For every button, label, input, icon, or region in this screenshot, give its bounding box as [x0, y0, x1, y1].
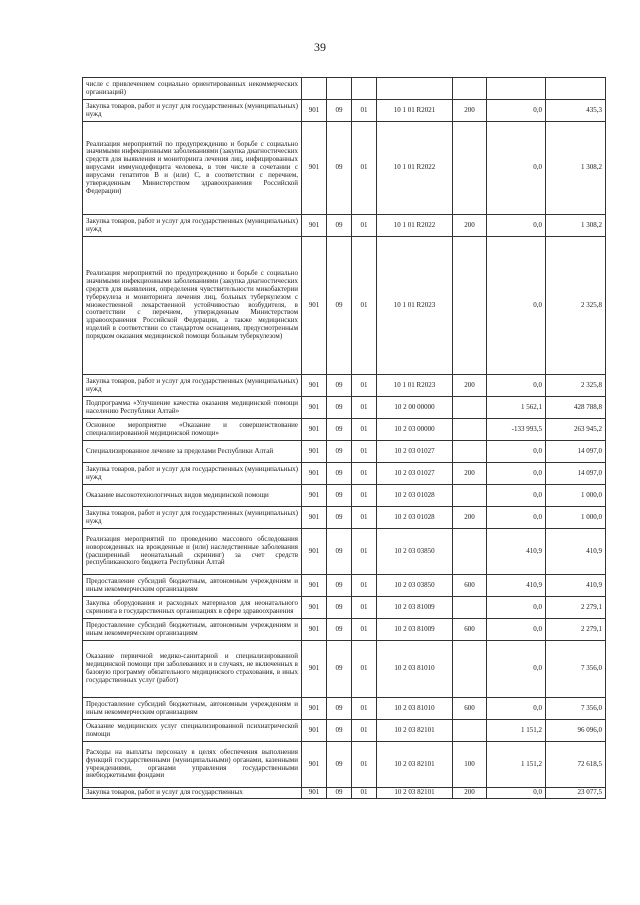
change-amount-cell: -133 993,5	[487, 419, 546, 441]
total-amount-cell: 2 325,8	[546, 375, 606, 397]
change-amount-cell: 1 562,1	[487, 397, 546, 419]
change-amount-cell: 0,0	[487, 597, 546, 619]
table-row	[83, 375, 606, 397]
section-cell: 09	[327, 215, 352, 237]
expense-type-cell: 200	[453, 100, 487, 122]
section-cell: 09	[327, 698, 352, 720]
table-row	[83, 122, 606, 215]
change-amount-cell: 1 151,2	[487, 742, 546, 788]
description-cell: Оказание медицинских услуг специализированной психиатрической помощи	[83, 720, 302, 742]
total-amount-cell: 435,3	[546, 100, 606, 122]
table-row	[83, 575, 606, 597]
target-article-cell: 10 1 01 R2023	[377, 375, 453, 397]
change-amount-cell: 410,9	[487, 575, 546, 597]
table-row	[83, 237, 606, 375]
target-article-cell: 10 1 01 R2022	[377, 122, 453, 215]
total-amount-cell: 14 097,0	[546, 441, 606, 463]
section-cell: 09	[327, 529, 352, 575]
target-article-cell: 10 2 03 81010	[377, 698, 453, 720]
subsection-cell: 01	[352, 529, 377, 575]
change-amount-cell: 0,0	[487, 237, 546, 375]
section-cell: 09	[327, 507, 352, 529]
change-amount-cell	[487, 78, 546, 100]
description-cell: Реализация мероприятий по предупреждению и борьбе с социально значимыми инфекционными заболеваниями (закупка диагностических средств для выявления и мониторинга лечения лиц, инфицированных вирусами иммунодефицита человека, в том числе в сочетании с вирусами гепатитов B и (или) C, в соответствии с перечнем, утвержденным Министерством здравоохранения Российской Федерации)	[83, 122, 302, 215]
total-amount-cell: 410,9	[546, 575, 606, 597]
subsection-cell: 01	[352, 485, 377, 507]
change-amount-cell: 0,0	[487, 100, 546, 122]
change-amount-cell: 0,0	[487, 485, 546, 507]
expense-type-cell: 600	[453, 698, 487, 720]
total-amount-cell: 96 096,0	[546, 720, 606, 742]
target-article-cell: 10 1 01 R2022	[377, 215, 453, 237]
subsection-cell: 01	[352, 237, 377, 375]
change-amount-cell: 0,0	[487, 788, 546, 799]
expense-type-cell: 600	[453, 575, 487, 597]
change-amount-cell: 0,0	[487, 641, 546, 698]
section-cell	[327, 78, 352, 100]
subsection-cell: 01	[352, 100, 377, 122]
subsection-cell: 01	[352, 507, 377, 529]
target-article-cell: 10 2 03 82101	[377, 742, 453, 788]
grbs-cell: 901	[302, 575, 327, 597]
target-article-cell: 10 2 03 82101	[377, 720, 453, 742]
subsection-cell: 01	[352, 419, 377, 441]
table-row	[83, 529, 606, 575]
description-cell: числе с привлечением социально ориентированных некоммерческих организаций)	[83, 78, 302, 100]
change-amount-cell: 0,0	[487, 122, 546, 215]
section-cell: 09	[327, 485, 352, 507]
expense-type-cell: 200	[453, 463, 487, 485]
table-row	[83, 485, 606, 507]
section-cell: 09	[327, 619, 352, 641]
section-cell: 09	[327, 419, 352, 441]
section-cell: 09	[327, 122, 352, 215]
target-article-cell: 10 1 01 R2023	[377, 237, 453, 375]
description-cell: Специализированное лечение за пределами Республики Алтай	[83, 441, 302, 463]
target-article-cell: 10 2 03 01027	[377, 463, 453, 485]
target-article-cell: 10 2 03 01028	[377, 485, 453, 507]
table-row	[83, 619, 606, 641]
target-article-cell: 10 2 03 81009	[377, 619, 453, 641]
subsection-cell: 01	[352, 597, 377, 619]
total-amount-cell: 410,9	[546, 529, 606, 575]
budget-table	[82, 77, 606, 799]
grbs-cell: 901	[302, 529, 327, 575]
section-cell: 09	[327, 720, 352, 742]
description-cell: Реализация мероприятий по предупреждению и борьбе с социально значимыми инфекционными заболеваниями (закупка диагностических средств для выявления, определения чувствительности микобактерии туберкулеза и мониторинга лечения лиц, больных туберкулезом с множественной лекарственной устойчивостью возбудителя, в соответствии с перечнем, утвержденным Министерством здравоохранения Российской Федерации, а также медицинских изделий в соответствии со стандартом оснащения, предусмотренным порядком оказания медицинской помощи больным туберкулезом)	[83, 237, 302, 375]
change-amount-cell: 0,0	[487, 463, 546, 485]
target-article-cell: 10 2 03 00000	[377, 419, 453, 441]
target-article-cell: 10 2 03 81010	[377, 641, 453, 698]
grbs-cell: 901	[302, 507, 327, 529]
total-amount-cell: 263 945,2	[546, 419, 606, 441]
section-cell: 09	[327, 237, 352, 375]
change-amount-cell: 1 151,2	[487, 720, 546, 742]
expense-type-cell	[453, 122, 487, 215]
change-amount-cell: 0,0	[487, 215, 546, 237]
target-article-cell: 10 2 03 82101	[377, 788, 453, 799]
description-cell: Оказание высокотехнологичных видов медицинской помощи	[83, 485, 302, 507]
expense-type-cell	[453, 441, 487, 463]
grbs-cell: 901	[302, 597, 327, 619]
description-cell: Предоставление субсидий бюджетным, автономным учреждениям и иным некоммерческим организациям	[83, 698, 302, 720]
expense-type-cell	[453, 720, 487, 742]
expense-type-cell: 200	[453, 507, 487, 529]
expense-type-cell	[453, 237, 487, 375]
section-cell: 09	[327, 641, 352, 698]
description-cell: Закупка товаров, работ и услуг для государственных (муниципальных) нужд	[83, 375, 302, 397]
description-cell: Предоставление субсидий бюджетным, автономным учреждениям и иным некоммерческим организациям	[83, 575, 302, 597]
description-cell: Подпрограмма «Улучшение качества оказания медицинской помощи населению Республики Алтай»	[83, 397, 302, 419]
table-row	[83, 78, 606, 100]
expense-type-cell: 600	[453, 619, 487, 641]
expense-type-cell	[453, 597, 487, 619]
total-amount-cell: 23 077,5	[546, 788, 606, 799]
section-cell: 09	[327, 100, 352, 122]
grbs-cell: 901	[302, 419, 327, 441]
table-row	[83, 441, 606, 463]
target-article-cell: 10 1 01 R2021	[377, 100, 453, 122]
description-cell: Расходы на выплаты персоналу в целях обеспечения выполнения функций государственными (муниципальными) органами, казенными учреждениями, органами управления государственными внебюджетными фондами	[83, 742, 302, 788]
grbs-cell	[302, 78, 327, 100]
change-amount-cell: 0,0	[487, 619, 546, 641]
description-cell: Предоставление субсидий бюджетным, автономным учреждениям и иным некоммерческим организациям	[83, 619, 302, 641]
grbs-cell: 901	[302, 641, 327, 698]
description-cell: Закупка оборудования и расходных материалов для неонатального скрининга в государственных организациях в сфере здравоохранения	[83, 597, 302, 619]
subsection-cell: 01	[352, 215, 377, 237]
grbs-cell: 901	[302, 720, 327, 742]
total-amount-cell: 2 279,1	[546, 597, 606, 619]
subsection-cell: 01	[352, 441, 377, 463]
grbs-cell: 901	[302, 485, 327, 507]
grbs-cell: 901	[302, 100, 327, 122]
table-row	[83, 419, 606, 441]
table-row	[83, 698, 606, 720]
expense-type-cell: 100	[453, 742, 487, 788]
subsection-cell: 01	[352, 742, 377, 788]
subsection-cell: 01	[352, 575, 377, 597]
change-amount-cell: 0,0	[487, 441, 546, 463]
total-amount-cell	[546, 78, 606, 100]
expense-type-cell: 200	[453, 788, 487, 799]
subsection-cell: 01	[352, 720, 377, 742]
grbs-cell: 901	[302, 788, 327, 799]
grbs-cell: 901	[302, 122, 327, 215]
total-amount-cell: 1 000,0	[546, 485, 606, 507]
grbs-cell: 901	[302, 742, 327, 788]
total-amount-cell: 7 356,0	[546, 641, 606, 698]
target-article-cell: 10 2 00 00000	[377, 397, 453, 419]
target-article-cell: 10 2 03 01028	[377, 507, 453, 529]
grbs-cell: 901	[302, 619, 327, 641]
expense-type-cell: 200	[453, 215, 487, 237]
description-cell: Основное мероприятие «Оказание и совершенствование специализированной медицинской помощи»	[83, 419, 302, 441]
total-amount-cell: 1 000,0	[546, 507, 606, 529]
section-cell: 09	[327, 397, 352, 419]
subsection-cell	[352, 78, 377, 100]
description-cell: Закупка товаров, работ и услуг для государственных (муниципальных) нужд	[83, 215, 302, 237]
table-row	[83, 507, 606, 529]
section-cell: 09	[327, 441, 352, 463]
target-article-cell	[377, 78, 453, 100]
subsection-cell: 01	[352, 698, 377, 720]
section-cell: 09	[327, 597, 352, 619]
table-row	[83, 742, 606, 788]
expense-type-cell: 200	[453, 375, 487, 397]
target-article-cell: 10 2 03 81009	[377, 597, 453, 619]
subsection-cell: 01	[352, 619, 377, 641]
grbs-cell: 901	[302, 698, 327, 720]
total-amount-cell: 2 325,8	[546, 237, 606, 375]
grbs-cell: 901	[302, 441, 327, 463]
total-amount-cell: 14 097,0	[546, 463, 606, 485]
total-amount-cell: 1 308,2	[546, 215, 606, 237]
table-row	[83, 788, 606, 799]
total-amount-cell: 7 356,0	[546, 698, 606, 720]
grbs-cell: 901	[302, 397, 327, 419]
subsection-cell: 01	[352, 397, 377, 419]
description-cell: Закупка товаров, работ и услуг для государственных (муниципальных) нужд	[83, 100, 302, 122]
total-amount-cell: 72 618,5	[546, 742, 606, 788]
target-article-cell: 10 2 03 03850	[377, 575, 453, 597]
subsection-cell: 01	[352, 375, 377, 397]
subsection-cell: 01	[352, 788, 377, 799]
table-row	[83, 397, 606, 419]
subsection-cell: 01	[352, 641, 377, 698]
expense-type-cell	[453, 397, 487, 419]
subsection-cell: 01	[352, 122, 377, 215]
expense-type-cell	[453, 641, 487, 698]
expense-type-cell	[453, 529, 487, 575]
change-amount-cell: 0,0	[487, 698, 546, 720]
description-cell: Закупка товаров, работ и услуг для государственных	[83, 788, 302, 799]
grbs-cell: 901	[302, 463, 327, 485]
expense-type-cell	[453, 485, 487, 507]
target-article-cell: 10 2 03 03850	[377, 529, 453, 575]
section-cell: 09	[327, 463, 352, 485]
grbs-cell: 901	[302, 215, 327, 237]
table-row	[83, 597, 606, 619]
table-row	[83, 463, 606, 485]
table-row	[83, 100, 606, 122]
target-article-cell: 10 2 03 01027	[377, 441, 453, 463]
expense-type-cell	[453, 419, 487, 441]
section-cell: 09	[327, 575, 352, 597]
table-row	[83, 720, 606, 742]
change-amount-cell: 410,9	[487, 529, 546, 575]
description-cell: Закупка товаров, работ и услуг для государственных (муниципальных) нужд	[83, 507, 302, 529]
change-amount-cell: 0,0	[487, 507, 546, 529]
total-amount-cell: 2 279,1	[546, 619, 606, 641]
description-cell: Реализация мероприятий по проведению массового обследования новорожденных на врожденные и (или) наследственные заболевания (расширенный неонатальный скрининг) за счет средств республиканского бюджета Республики Алтай	[83, 529, 302, 575]
total-amount-cell: 1 308,2	[546, 122, 606, 215]
description-cell: Закупка товаров, работ и услуг для государственных (муниципальных) нужд	[83, 463, 302, 485]
expense-type-cell	[453, 78, 487, 100]
page-number: 39	[314, 40, 326, 54]
total-amount-cell: 428 788,8	[546, 397, 606, 419]
section-cell: 09	[327, 375, 352, 397]
subsection-cell: 01	[352, 463, 377, 485]
grbs-cell: 901	[302, 375, 327, 397]
grbs-cell: 901	[302, 237, 327, 375]
table-row	[83, 215, 606, 237]
section-cell: 09	[327, 742, 352, 788]
change-amount-cell: 0,0	[487, 375, 546, 397]
table-row	[83, 641, 606, 698]
section-cell: 09	[327, 788, 352, 799]
description-cell: Оказание первичной медико-санитарной и специализированной медицинской помощи при заболеваниях и в случаях, не включенных в базовую программу обязательного медицинского страхования, в иных государственных услуг (работ)	[83, 641, 302, 698]
